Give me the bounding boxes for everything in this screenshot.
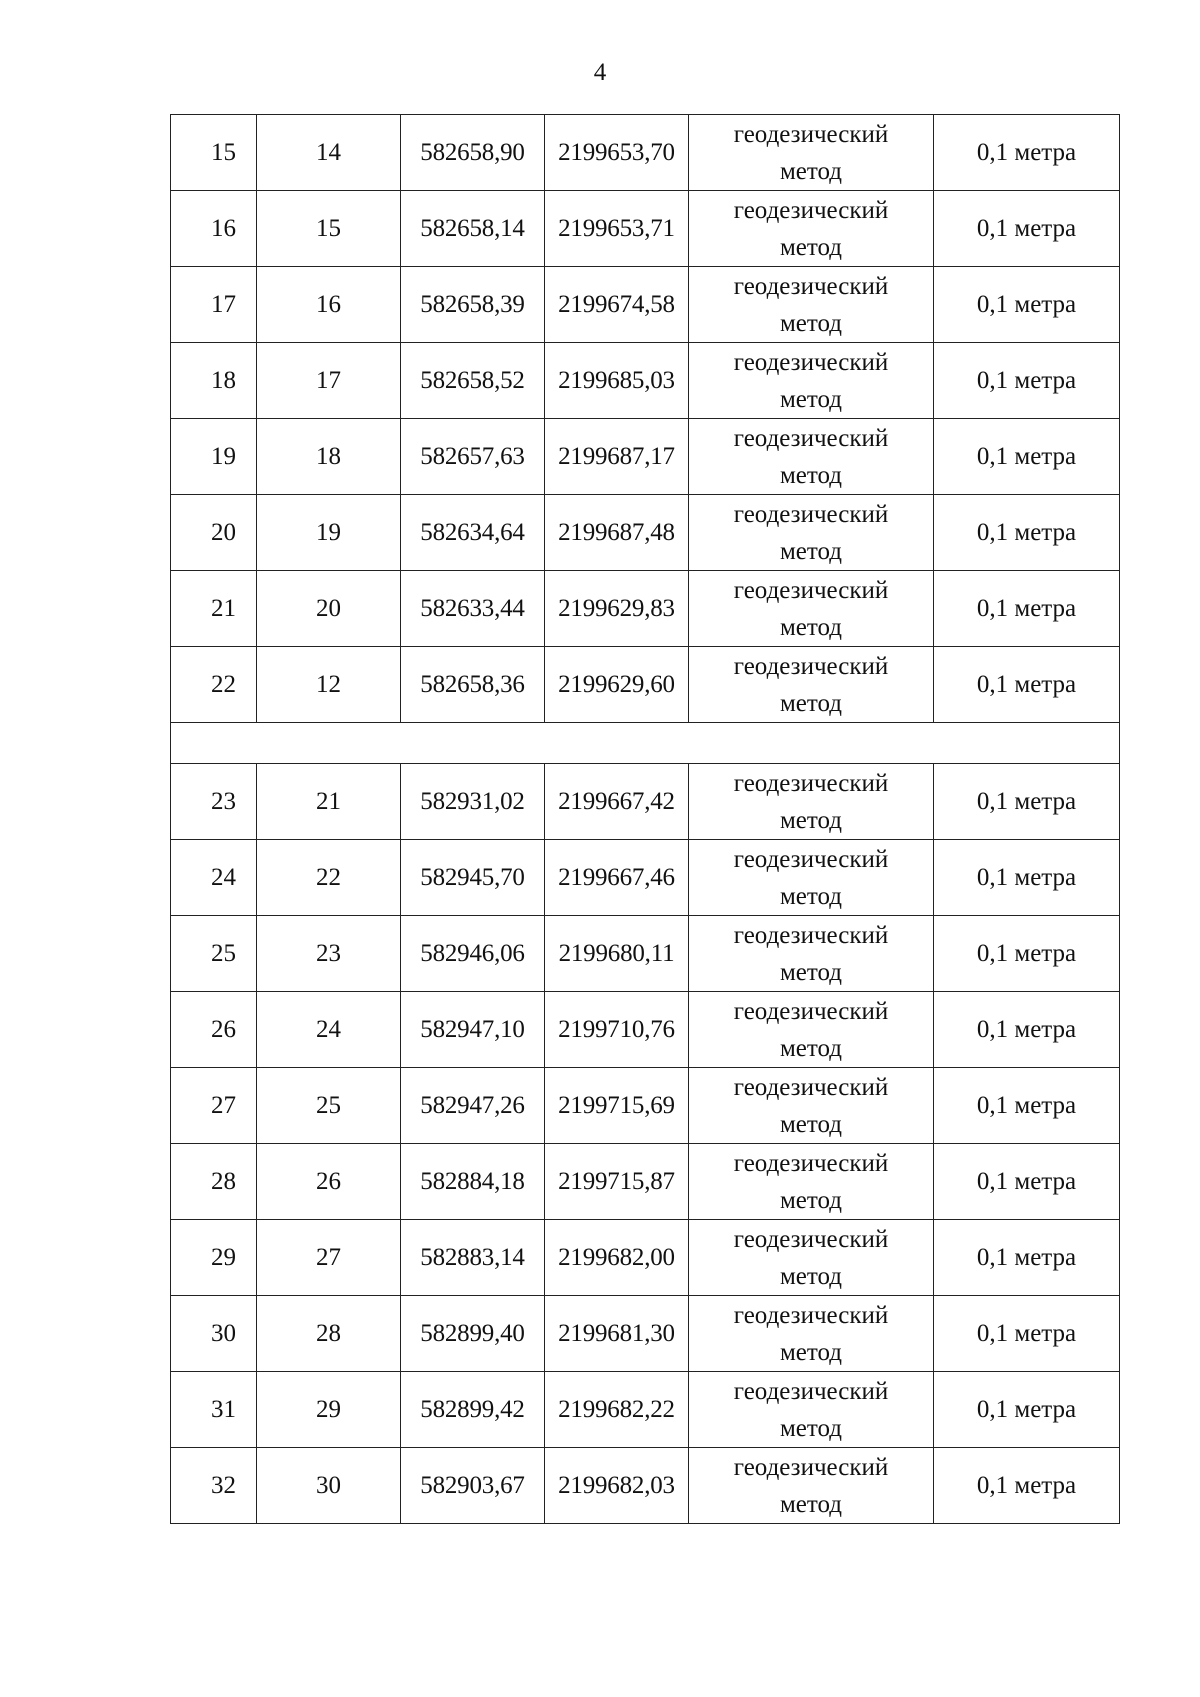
- y-coordinate-cell: 2199667,46: [545, 840, 689, 916]
- method-text-line-1: геодезический: [733, 196, 889, 224]
- method-text-line-1: геодезический: [733, 997, 889, 1025]
- x-coordinate-cell: 582657,63: [401, 419, 545, 495]
- page-number: 4: [593, 59, 607, 86]
- method-text-line-1: геодезический: [733, 1149, 889, 1177]
- row-number-cell: 29: [171, 1220, 257, 1296]
- group-separator-row: [171, 723, 1120, 764]
- x-coordinate-cell: 582946,06: [401, 916, 545, 992]
- method-cell: [689, 1372, 934, 1448]
- accuracy-cell: 0,1 метра: [934, 1372, 1120, 1448]
- table-row: [171, 647, 1120, 723]
- method-cell: [689, 571, 934, 647]
- table-row: [171, 571, 1120, 647]
- point-number-cell: 17: [257, 343, 401, 419]
- table-row: [171, 115, 1120, 191]
- y-coordinate-cell: 2199674,58: [545, 267, 689, 343]
- method-text-line-1: геодезический: [733, 1073, 889, 1101]
- method-text-line-1: геодезический: [733, 1453, 889, 1481]
- row-number-cell: 32: [171, 1448, 257, 1524]
- y-coordinate-cell: 2199687,48: [545, 495, 689, 571]
- x-coordinate-cell: 582658,90: [401, 115, 545, 191]
- y-coordinate-cell: 2199653,70: [545, 115, 689, 191]
- row-number-cell: 30: [171, 1296, 257, 1372]
- method-text-line-1: геодезический: [733, 769, 889, 797]
- y-coordinate-cell: 2199682,03: [545, 1448, 689, 1524]
- method-text-line-1: геодезический: [733, 1301, 889, 1329]
- y-coordinate-cell: 2199681,30: [545, 1296, 689, 1372]
- method-text-line-1: геодезический: [733, 120, 889, 148]
- coordinates-table: [170, 114, 1120, 1524]
- method-text-line-1: геодезический: [733, 921, 889, 949]
- table-row: [171, 1144, 1120, 1220]
- accuracy-cell: 0,1 метра: [934, 267, 1120, 343]
- method-cell: [689, 495, 934, 571]
- row-number-cell: 21: [171, 571, 257, 647]
- x-coordinate-cell: 582945,70: [401, 840, 545, 916]
- accuracy-cell: 0,1 метра: [934, 343, 1120, 419]
- x-coordinate-cell: 582903,67: [401, 1448, 545, 1524]
- accuracy-cell: 0,1 метра: [934, 916, 1120, 992]
- row-number-cell: 24: [171, 840, 257, 916]
- method-text-line-2: метод: [779, 1034, 842, 1062]
- method-text-line-1: геодезический: [733, 576, 889, 604]
- point-number-cell: 14: [257, 115, 401, 191]
- method-text-line-1: геодезический: [733, 845, 889, 873]
- method-cell: [689, 1448, 934, 1524]
- row-number-cell: 20: [171, 495, 257, 571]
- method-cell: [689, 1144, 934, 1220]
- point-number-cell: 25: [257, 1068, 401, 1144]
- method-text-line-1: геодезический: [733, 1225, 889, 1253]
- method-text-line-2: метод: [779, 385, 842, 413]
- method-text-line-2: метод: [779, 537, 842, 565]
- method-text-line-2: метод: [779, 1110, 842, 1138]
- row-number-cell: 17: [171, 267, 257, 343]
- method-cell: [689, 1296, 934, 1372]
- point-number-cell: 26: [257, 1144, 401, 1220]
- point-number-cell: 28: [257, 1296, 401, 1372]
- method-text-line-1: геодезический: [733, 272, 889, 300]
- point-number-cell: 20: [257, 571, 401, 647]
- method-text-line-2: метод: [779, 806, 842, 834]
- y-coordinate-cell: 2199682,22: [545, 1372, 689, 1448]
- y-coordinate-cell: 2199687,17: [545, 419, 689, 495]
- accuracy-cell: 0,1 метра: [934, 115, 1120, 191]
- x-coordinate-cell: 582883,14: [401, 1220, 545, 1296]
- method-cell: [689, 916, 934, 992]
- table-row: [171, 495, 1120, 571]
- table-row: [171, 1296, 1120, 1372]
- x-coordinate-cell: 582658,36: [401, 647, 545, 723]
- y-coordinate-cell: 2199653,71: [545, 191, 689, 267]
- row-number-cell: 31: [171, 1372, 257, 1448]
- accuracy-cell: 0,1 метра: [934, 840, 1120, 916]
- table-row: [171, 191, 1120, 267]
- row-number-cell: 19: [171, 419, 257, 495]
- method-cell: [689, 115, 934, 191]
- point-number-cell: 30: [257, 1448, 401, 1524]
- table-row: [171, 343, 1120, 419]
- y-coordinate-cell: 2199715,69: [545, 1068, 689, 1144]
- x-coordinate-cell: 582899,40: [401, 1296, 545, 1372]
- method-text-line-2: метод: [779, 461, 842, 489]
- table-row: [171, 1372, 1120, 1448]
- accuracy-cell: 0,1 метра: [934, 1296, 1120, 1372]
- group-separator-cell: [171, 723, 1120, 764]
- method-text-line-1: геодезический: [733, 500, 889, 528]
- accuracy-cell: 0,1 метра: [934, 647, 1120, 723]
- point-number-cell: 22: [257, 840, 401, 916]
- point-number-cell: 15: [257, 191, 401, 267]
- table-row: [171, 267, 1120, 343]
- method-text-line-2: метод: [779, 958, 842, 986]
- table-row: [171, 1220, 1120, 1296]
- point-number-cell: 19: [257, 495, 401, 571]
- method-text-line-1: геодезический: [733, 348, 889, 376]
- x-coordinate-cell: 582884,18: [401, 1144, 545, 1220]
- point-number-cell: 24: [257, 992, 401, 1068]
- accuracy-cell: 0,1 метра: [934, 1220, 1120, 1296]
- point-number-cell: 29: [257, 1372, 401, 1448]
- accuracy-cell: 0,1 метра: [934, 571, 1120, 647]
- y-coordinate-cell: 2199685,03: [545, 343, 689, 419]
- x-coordinate-cell: 582931,02: [401, 764, 545, 840]
- x-coordinate-cell: 582658,52: [401, 343, 545, 419]
- accuracy-cell: 0,1 метра: [934, 992, 1120, 1068]
- method-text-line-1: геодезический: [733, 424, 889, 452]
- method-text-line-2: метод: [779, 309, 842, 337]
- x-coordinate-cell: 582947,26: [401, 1068, 545, 1144]
- point-number-cell: 23: [257, 916, 401, 992]
- accuracy-cell: 0,1 метра: [934, 1448, 1120, 1524]
- method-cell: [689, 764, 934, 840]
- method-text-line-2: метод: [779, 689, 842, 717]
- y-coordinate-cell: 2199710,76: [545, 992, 689, 1068]
- accuracy-cell: 0,1 метра: [934, 191, 1120, 267]
- method-cell: [689, 419, 934, 495]
- accuracy-cell: 0,1 метра: [934, 1068, 1120, 1144]
- accuracy-cell: 0,1 метра: [934, 419, 1120, 495]
- point-number-cell: 18: [257, 419, 401, 495]
- method-cell: [689, 343, 934, 419]
- method-text-line-2: метод: [779, 1186, 842, 1214]
- method-cell: [689, 191, 934, 267]
- method-text-line-1: геодезический: [733, 1377, 889, 1405]
- table-row: [171, 840, 1120, 916]
- method-cell: [689, 1220, 934, 1296]
- method-text-line-2: метод: [779, 882, 842, 910]
- row-number-cell: 16: [171, 191, 257, 267]
- accuracy-cell: 0,1 метра: [934, 495, 1120, 571]
- method-text-line-2: метод: [779, 157, 842, 185]
- method-cell: [689, 267, 934, 343]
- accuracy-cell: 0,1 метра: [934, 1144, 1120, 1220]
- row-number-cell: 28: [171, 1144, 257, 1220]
- y-coordinate-cell: 2199680,11: [545, 916, 689, 992]
- row-number-cell: 23: [171, 764, 257, 840]
- y-coordinate-cell: 2199629,83: [545, 571, 689, 647]
- row-number-cell: 18: [171, 343, 257, 419]
- accuracy-cell: 0,1 метра: [934, 764, 1120, 840]
- row-number-cell: 15: [171, 115, 257, 191]
- method-text-line-2: метод: [779, 1490, 842, 1518]
- method-text-line-2: метод: [779, 1262, 842, 1290]
- table-row: [171, 764, 1120, 840]
- y-coordinate-cell: 2199667,42: [545, 764, 689, 840]
- x-coordinate-cell: 582658,39: [401, 267, 545, 343]
- method-text-line-2: метод: [779, 233, 842, 261]
- point-number-cell: 16: [257, 267, 401, 343]
- method-cell: [689, 647, 934, 723]
- row-number-cell: 26: [171, 992, 257, 1068]
- row-number-cell: 27: [171, 1068, 257, 1144]
- method-text-line-2: метод: [779, 1414, 842, 1442]
- point-number-cell: 21: [257, 764, 401, 840]
- y-coordinate-cell: 2199682,00: [545, 1220, 689, 1296]
- row-number-cell: 22: [171, 647, 257, 723]
- x-coordinate-cell: 582658,14: [401, 191, 545, 267]
- method-cell: [689, 1068, 934, 1144]
- method-text-line-2: метод: [779, 613, 842, 641]
- method-text-line-2: метод: [779, 1338, 842, 1366]
- table-row: [171, 1068, 1120, 1144]
- method-text-line-1: геодезический: [733, 652, 889, 680]
- y-coordinate-cell: 2199629,60: [545, 647, 689, 723]
- method-cell: [689, 992, 934, 1068]
- table-row: [171, 916, 1120, 992]
- x-coordinate-cell: 582634,64: [401, 495, 545, 571]
- table-row: [171, 1448, 1120, 1524]
- row-number-cell: 25: [171, 916, 257, 992]
- x-coordinate-cell: 582947,10: [401, 992, 545, 1068]
- coordinates-table-body: [171, 115, 1120, 1524]
- point-number-cell: 12: [257, 647, 401, 723]
- method-cell: [689, 840, 934, 916]
- x-coordinate-cell: 582899,42: [401, 1372, 545, 1448]
- table-row: [171, 992, 1120, 1068]
- x-coordinate-cell: 582633,44: [401, 571, 545, 647]
- point-number-cell: 27: [257, 1220, 401, 1296]
- y-coordinate-cell: 2199715,87: [545, 1144, 689, 1220]
- table-row: [171, 419, 1120, 495]
